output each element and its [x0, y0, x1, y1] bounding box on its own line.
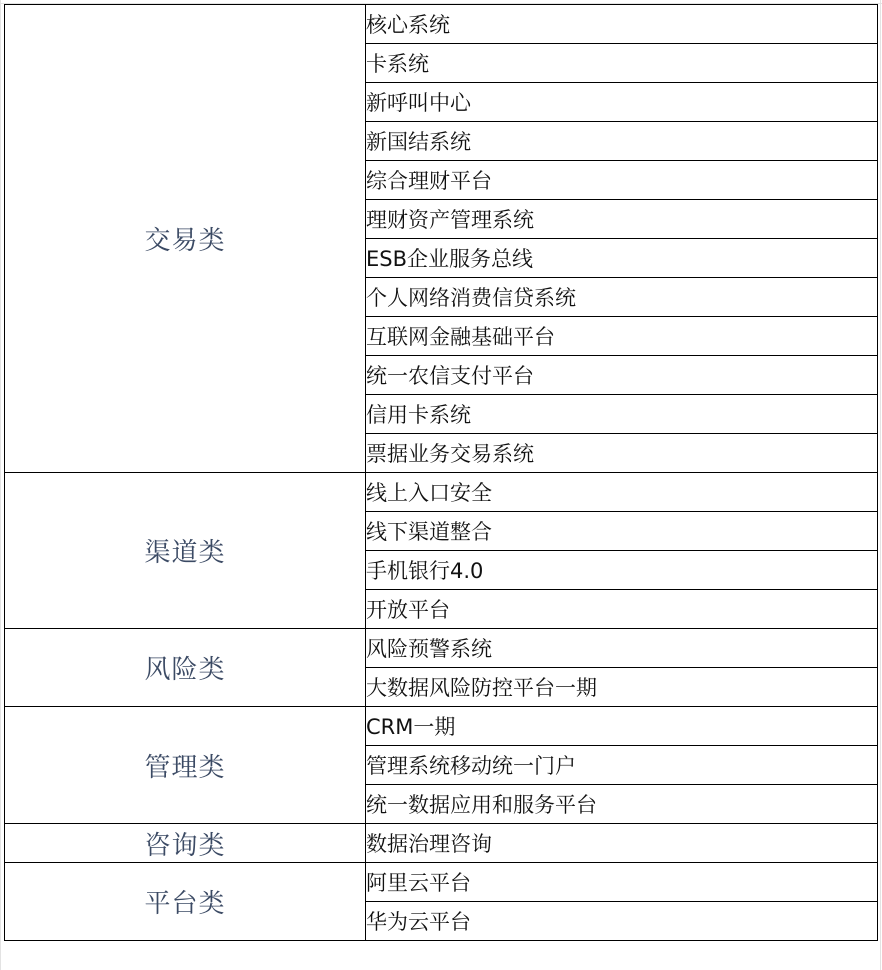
category-cell: 风险类 — [5, 629, 366, 707]
system-cell: 互联网金融基础平台 — [366, 317, 878, 356]
system-cell: 开放平台 — [366, 590, 878, 629]
system-cell: 统一农信支付平台 — [366, 356, 878, 395]
system-cell: 统一数据应用和服务平台 — [366, 785, 878, 824]
system-cell: 华为云平台 — [366, 902, 878, 941]
system-cell: 管理系统移动统一门户 — [366, 746, 878, 785]
system-cell: 信用卡系统 — [366, 395, 878, 434]
sheet-edge-left — [0, 0, 1, 970]
system-cell: 个人网络消费信贷系统 — [366, 278, 878, 317]
table-row — [5, 824, 878, 863]
system-cell: 大数据风险防控平台一期 — [366, 668, 878, 707]
system-cell: 线上入口安全 — [366, 473, 878, 512]
table-row — [5, 5, 878, 44]
system-cell: 综合理财平台 — [366, 161, 878, 200]
system-cell: ESB企业服务总线 — [366, 239, 878, 278]
system-cell: CRM一期 — [366, 707, 878, 746]
table-row — [5, 473, 878, 512]
system-cell: 票据业务交易系统 — [366, 434, 878, 473]
system-category-table — [4, 4, 878, 941]
system-cell: 新国结系统 — [366, 122, 878, 161]
sheet-edge-right — [880, 0, 881, 970]
table-row — [5, 629, 878, 668]
system-cell: 核心系统 — [366, 5, 878, 44]
system-cell: 风险预警系统 — [366, 629, 878, 668]
system-cell: 手机银行4.0 — [366, 551, 878, 590]
system-cell: 线下渠道整合 — [366, 512, 878, 551]
table-row — [5, 707, 878, 746]
category-cell: 交易类 — [5, 5, 366, 473]
system-cell: 阿里云平台 — [366, 863, 878, 902]
system-cell: 新呼叫中心 — [366, 83, 878, 122]
table-row — [5, 863, 878, 902]
system-cell: 数据治理咨询 — [366, 824, 878, 863]
category-cell: 管理类 — [5, 707, 366, 824]
system-cell: 理财资产管理系统 — [366, 200, 878, 239]
category-cell: 平台类 — [5, 863, 366, 941]
category-cell: 渠道类 — [5, 473, 366, 629]
system-cell: 卡系统 — [366, 44, 878, 83]
category-cell: 咨询类 — [5, 824, 366, 863]
